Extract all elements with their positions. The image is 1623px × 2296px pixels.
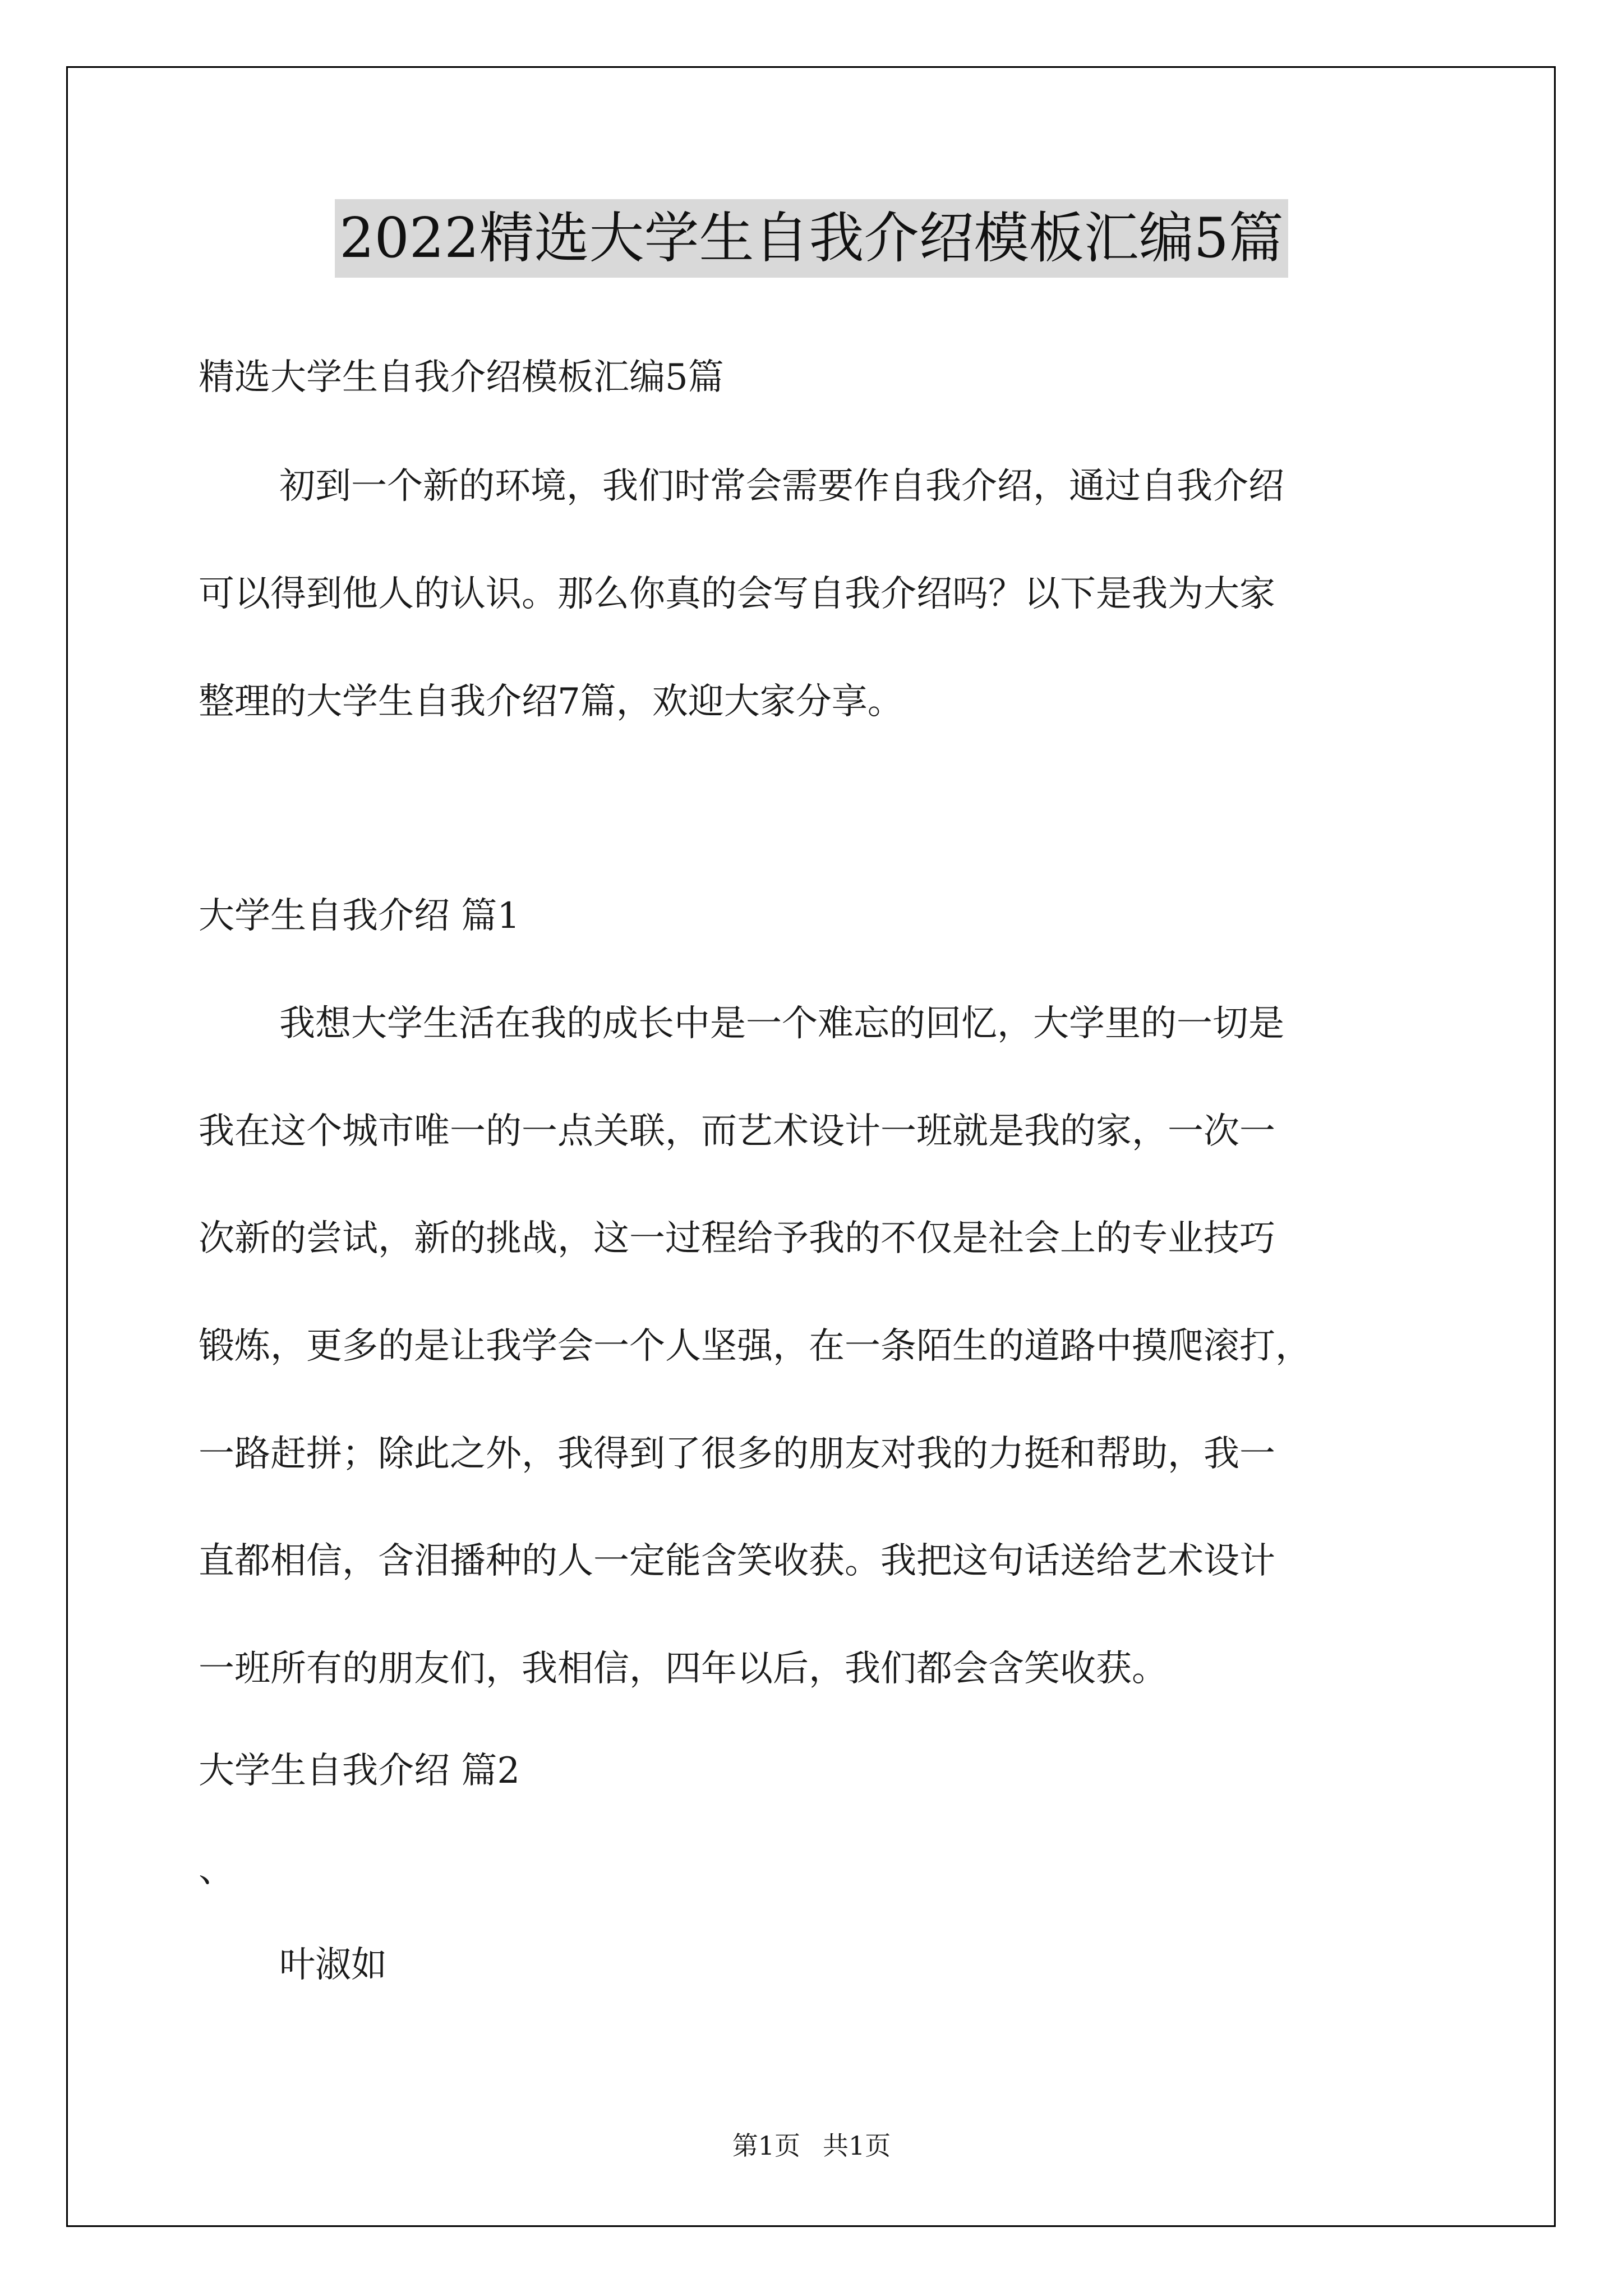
section-1-line-2: 我在这个城市唯一的一点关联，而艺术设计一班就是我的家，一次一 <box>199 1111 1275 1152</box>
section-1-line-5: 一路赶拼；除此之外，我得到了很多的朋友对我的力挺和帮助，我一 <box>199 1433 1275 1475</box>
section-2-heading: 大学生自我介绍 篇2 <box>199 1750 520 1792</box>
section-2-name: 叶淑如 <box>279 1944 387 1986</box>
section-1-line-3: 次新的尝试，新的挑战，这一过程给予我的不仅是社会上的专业技巧 <box>199 1218 1275 1259</box>
section-2-mark: 、 <box>199 1849 234 1890</box>
intro-line-2: 可以得到他人的认识。那么你真的会写自我介绍吗？以下是我为大家 <box>199 573 1275 615</box>
section-1-line-6: 直都相信，含泪播种的人一定能含笑收获。我把这句话送给艺术设计 <box>199 1540 1275 1582</box>
section-1-line-7: 一班所有的朋友们，我相信，四年以后，我们都会含笑收获。 <box>199 1648 1168 1690</box>
document-title: 2022精选大学生自我介绍模板汇编5篇 <box>335 199 1288 278</box>
page-number: 第1页 <box>732 2131 800 2161</box>
section-1-line-1: 我想大学生活在我的成长中是一个难忘的回忆，大学里的一切是 <box>279 1003 1284 1045</box>
intro-line-3: 整理的大学生自我介绍7篇，欢迎大家分享。 <box>199 681 903 723</box>
subtitle: 精选大学生自我介绍模板汇编5篇 <box>199 357 724 398</box>
title-container <box>0 199 1623 278</box>
page-total: 共1页 <box>823 2131 891 2161</box>
page-footer <box>0 2129 1623 2162</box>
intro-line-1: 初到一个新的环境，我们时常会需要作自我介绍，通过自我介绍 <box>279 466 1284 507</box>
section-1-line-4: 锻炼，更多的是让我学会一个人坚强，在一条陌生的道路中摸爬滚打， <box>199 1326 1311 1367</box>
section-1-heading: 大学生自我介绍 篇1 <box>199 895 520 937</box>
